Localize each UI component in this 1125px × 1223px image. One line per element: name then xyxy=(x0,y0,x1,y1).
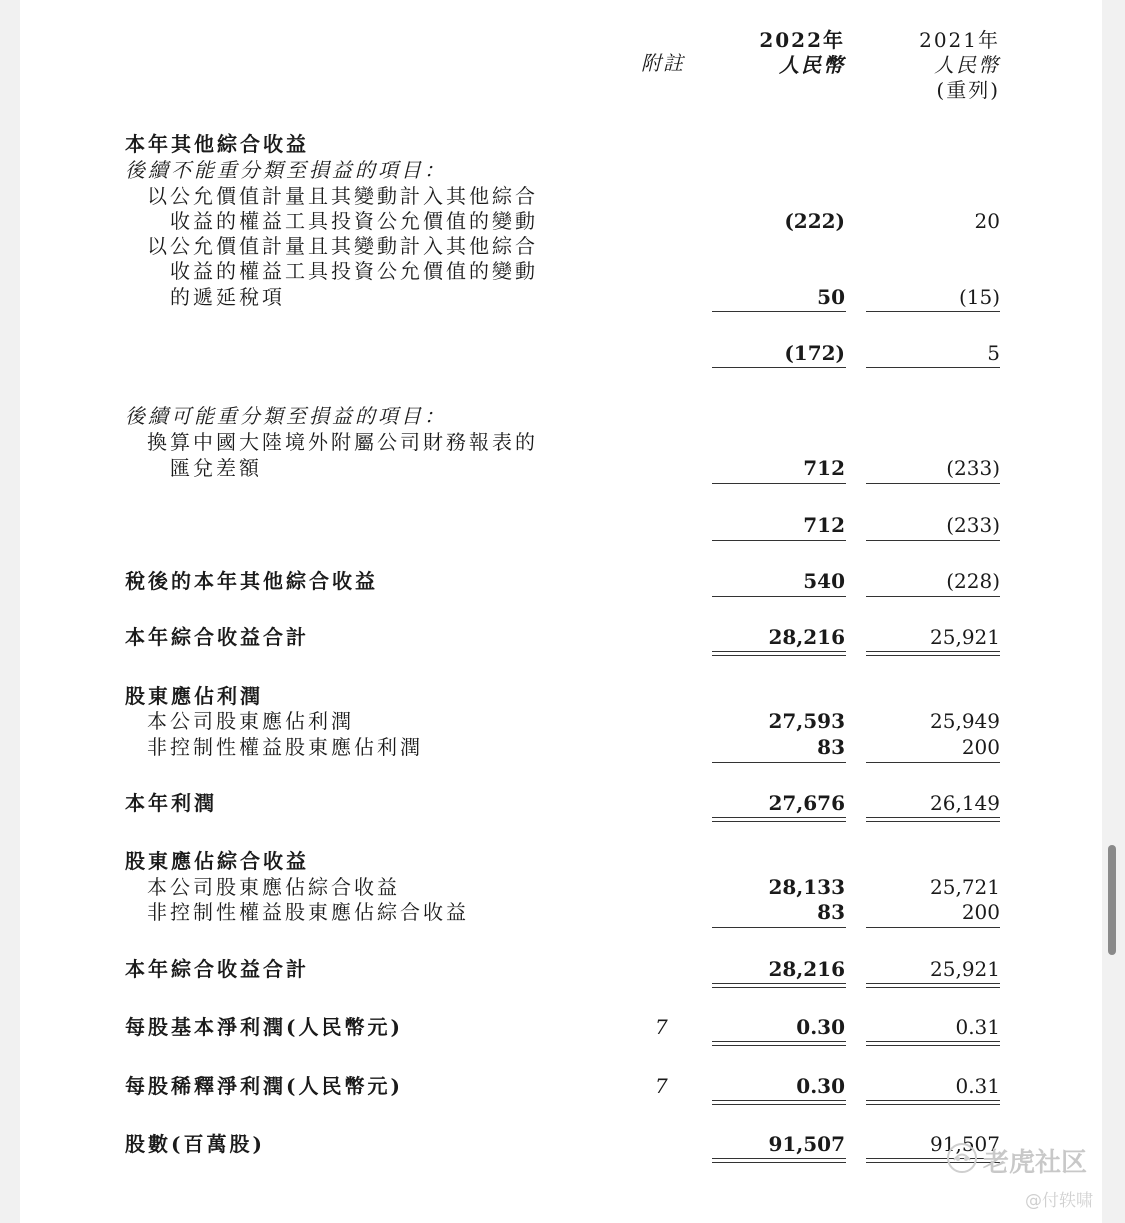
watermark-site: 老虎社区 xyxy=(983,1148,1088,1178)
double-rule xyxy=(866,1100,1000,1105)
rule xyxy=(712,311,846,312)
rule xyxy=(866,762,1000,763)
basic-eps-2021: 0.31 xyxy=(955,1015,1000,1039)
col-2022-year: 2022年 xyxy=(759,28,845,52)
rule xyxy=(712,540,846,541)
rule xyxy=(712,762,846,763)
shares-2021: 91,507 xyxy=(930,1132,1000,1156)
ci-attr-title: 股東應佔綜合收益 xyxy=(125,849,309,873)
deferred-tax-label-line3: 的遞延稅項 xyxy=(170,285,285,309)
double-rule xyxy=(866,651,1000,656)
rule xyxy=(712,927,846,928)
col-2021-currency: 人民幣 xyxy=(934,53,1000,77)
double-rule xyxy=(866,983,1000,988)
watermark-logo-icon xyxy=(945,1141,979,1179)
profit-year-2022: 27,676 xyxy=(768,791,845,815)
ci-nci-label: 非控制性權益股東應佔綜合收益 xyxy=(147,900,469,924)
oci-after-tax-label: 稅後的本年其他綜合收益 xyxy=(125,569,378,593)
profit-nci-label: 非控制性權益股東應佔利潤 xyxy=(147,735,423,759)
col-2022-currency: 人民幣 xyxy=(779,53,845,77)
profit-year-2021: 26,149 xyxy=(930,791,1000,815)
fx-label-line1: 換算中國大陸境外附屬公司財務報表的 xyxy=(147,430,538,454)
total-ci-2021: 25,921 xyxy=(930,625,1000,649)
profit-attr-title: 股東應佔利潤 xyxy=(125,684,263,708)
double-rule xyxy=(712,651,846,656)
fv-change-label-line1: 以公允價值計量且其變動計入其他綜合 xyxy=(147,184,538,208)
rule xyxy=(712,367,846,368)
diluted-eps-note: 7 xyxy=(655,1074,668,1098)
double-rule xyxy=(712,1100,846,1105)
ci-nci-2021: 200 xyxy=(961,900,1000,924)
rule xyxy=(712,596,846,597)
shares-2022: 91,507 xyxy=(768,1132,845,1156)
oci-section-title: 本年其他綜合收益 xyxy=(125,132,309,156)
deferred-tax-2022: 50 xyxy=(817,285,845,309)
deferred-tax-2021: (15) xyxy=(958,285,1000,309)
rule xyxy=(712,483,846,484)
col-2021-year: 2021年 xyxy=(919,28,1000,52)
double-rule xyxy=(712,1041,846,1046)
oci-after-tax-2021: (228) xyxy=(946,569,1000,593)
fv-change-2021: 20 xyxy=(974,209,1000,233)
profit-nci-2022: 83 xyxy=(817,735,845,759)
ci-company-2022: 28,133 xyxy=(768,875,845,899)
shares-label: 股數(百萬股) xyxy=(125,1132,265,1156)
total-ci2-label: 本年綜合收益合計 xyxy=(125,957,309,981)
subtotal-may-reclass-2022: 712 xyxy=(803,513,845,537)
note-column-header: 附註 xyxy=(641,51,685,75)
profit-company-label: 本公司股東應佔利潤 xyxy=(147,709,354,733)
total-ci2-2022: 28,216 xyxy=(768,957,845,981)
fx-label-line2: 匯兌差額 xyxy=(170,456,262,480)
watermark-author: @付轶啸 xyxy=(1025,1191,1093,1211)
basic-eps-label: 每股基本淨利潤(人民幣元) xyxy=(125,1015,403,1039)
fv-change-2022: (222) xyxy=(784,209,845,233)
ci-company-label: 本公司股東應佔綜合收益 xyxy=(147,875,400,899)
rule xyxy=(866,311,1000,312)
double-rule xyxy=(866,1158,1000,1163)
double-rule xyxy=(712,983,846,988)
rule xyxy=(866,367,1000,368)
basic-eps-note: 7 xyxy=(655,1015,668,1039)
deferred-tax-label-line2: 收益的權益工具投資公允價值的變動 xyxy=(170,259,538,283)
rule xyxy=(866,540,1000,541)
basic-eps-2022: 0.30 xyxy=(796,1015,845,1039)
profit-company-2021: 25,949 xyxy=(930,709,1000,733)
rule xyxy=(866,483,1000,484)
subtotal-may-reclass-2021: (233) xyxy=(946,513,1000,537)
fx-2021: (233) xyxy=(946,456,1000,480)
double-rule xyxy=(712,817,846,822)
total-ci2-2021: 25,921 xyxy=(930,957,1000,981)
double-rule xyxy=(866,817,1000,822)
not-reclass-title: 後續不能重分類至損益的項目： xyxy=(125,158,447,182)
subtotal-not-reclass-2021: 5 xyxy=(987,341,1000,365)
col-2021-restated: (重列) xyxy=(936,78,1000,102)
may-reclass-title: 後續可能重分類至損益的項目： xyxy=(125,404,447,428)
fx-2022: 712 xyxy=(803,456,845,480)
rule xyxy=(866,927,1000,928)
double-rule xyxy=(866,1041,1000,1046)
profit-year-label: 本年利潤 xyxy=(125,791,217,815)
diluted-eps-label: 每股稀釋淨利潤(人民幣元) xyxy=(125,1074,403,1098)
ci-nci-2022: 83 xyxy=(817,900,845,924)
vertical-scrollbar[interactable] xyxy=(1108,845,1116,955)
fv-change-label-line2: 收益的權益工具投資公允價值的變動 xyxy=(170,209,538,233)
oci-after-tax-2022: 540 xyxy=(803,569,845,593)
subtotal-not-reclass-2022: (172) xyxy=(784,341,845,365)
ci-company-2021: 25,721 xyxy=(930,875,1000,899)
total-ci-label: 本年綜合收益合計 xyxy=(125,625,309,649)
profit-company-2022: 27,593 xyxy=(768,709,845,733)
diluted-eps-2021: 0.31 xyxy=(955,1074,1000,1098)
deferred-tax-label-line1: 以公允價值計量且其變動計入其他綜合 xyxy=(147,234,538,258)
diluted-eps-2022: 0.30 xyxy=(796,1074,845,1098)
profit-nci-2021: 200 xyxy=(961,735,1000,759)
total-ci-2022: 28,216 xyxy=(768,625,845,649)
double-rule xyxy=(712,1158,846,1163)
rule xyxy=(866,596,1000,597)
